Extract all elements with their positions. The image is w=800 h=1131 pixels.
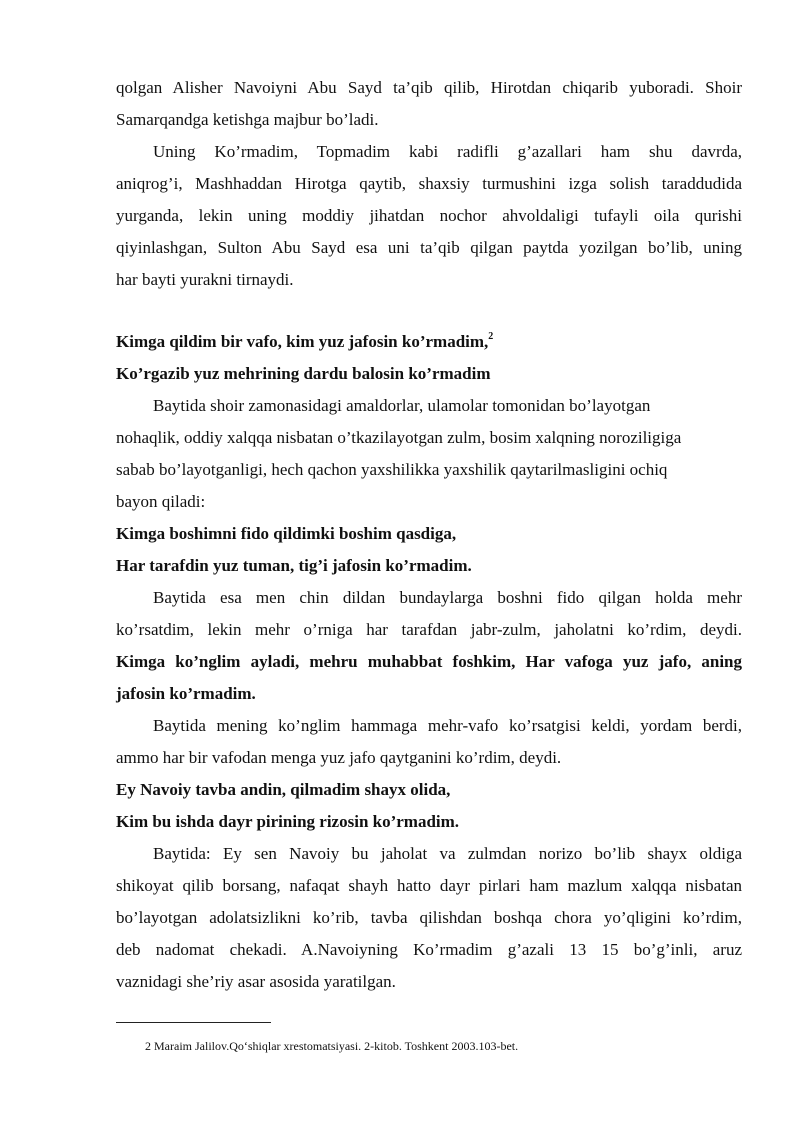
- footnote-mark[interactable]: 2: [488, 331, 494, 342]
- paragraph-line: aniqrog’i, Mashhaddan Hirotga qaytib, shaxsiy turmushini izga solish taraddudida: [116, 174, 742, 193]
- paragraph-line: shikoyat qilib borsang, nafaqat shayh hatto dayr pirlari ham mazlum xalqqa nisbatan: [116, 876, 742, 895]
- verse-line: Kimga boshimni fido qildimki boshim qasdiga,: [116, 524, 457, 543]
- paragraph-line: Baytida: Ey sen Navoiy bu jaholat va zulmdan norizo bo’lib shayx oldiga: [153, 844, 742, 863]
- paragraph-line: Baytida mening ko’nglim hammaga mehr-vafo ko’rsatgisi keldi, yordam berdi,: [153, 716, 742, 735]
- page-body: [116, 72, 742, 998]
- paragraph-line: bayon qiladi:: [116, 492, 206, 511]
- paragraph-line: Baytida shoir zamonasidagi amaldorlar, ulamolar tomonidan bo’layotgan: [153, 396, 651, 415]
- paragraph-line: nohaqlik, oddiy xalqqa nisbatan o’tkazilayotgan zulm, bosim xalqning noroziligiga: [116, 428, 682, 447]
- paragraph-line: deb nadomat chekadi. A.Navoiyning Ko’rmadim g’azali 13 15 bo’g’inli, aruz: [116, 940, 742, 959]
- verse-line: Ko’rgazib yuz mehrining dardu balosin ko’rmadim: [116, 364, 491, 383]
- paragraph-line: yurganda, lekin uning moddiy jihatdan nochor ahvoldaligi tufayli oila qurishi: [116, 206, 742, 225]
- verse-line: Ey Navoiy tavba andin, qilmadim shayx olida,: [116, 780, 451, 799]
- paragraph-line: har bayti yurakni tirnaydi.: [116, 270, 294, 289]
- verse-line: Kim bu ishda dayr pirining rizosin ko’rmadim.: [116, 812, 460, 831]
- paragraph-line: ko’rsatdim, lekin mehr o’rniga har tarafdan jabr-zulm, jaholatni ko’rdim, deydi.: [116, 620, 742, 639]
- footnote: 2 Maraim Jalilov.Qo‘shiqlar xrestomatsiyasi. 2-kitob. Toshkent 2003.103-bet.: [145, 1039, 519, 1053]
- blank-line: [116, 296, 742, 326]
- verse-line: Har tarafdin yuz tuman, tig’i jafosin ko’rmadim.: [116, 556, 472, 575]
- paragraph-line: Uning Ko’rmadim, Topmadim kabi radifli g’azallari ham shu davrda,: [153, 142, 742, 161]
- paragraph-line: Samarqandga ketishga majbur bo’ladi.: [116, 110, 379, 129]
- paragraph-line: sabab bo’layotganligi, hech qachon yaxshilikka yaxshilik qaytarilmasligini ochiq: [116, 460, 668, 479]
- paragraph-line: vaznidagi she’riy asar asosida yaratilgan.: [116, 972, 396, 991]
- paragraph-line: qolgan Alisher Navoiyni Abu Sayd ta’qib qilib, Hirotdan chiqarib yuboradi. Shoir: [116, 78, 742, 97]
- verse-line: [116, 326, 742, 358]
- verse-line: Kimga ko’nglim ayladi, mehru muhabbat foshkim, Har vafoga yuz jafo, aning: [116, 652, 742, 671]
- verse-line: jafosin ko’rmadim.: [116, 684, 256, 703]
- paragraph-line: qiyinlashgan, Sulton Abu Sayd esa uni ta’qib qilgan paytda yozilgan bo’lib, uning: [116, 238, 742, 257]
- paragraph-line: Baytida esa men chin dildan bundaylarga boshni fido qilgan holda mehr: [153, 588, 742, 607]
- verse-text: Kimga qildim bir vafo, kim yuz jafosin ko’rmadim,: [116, 332, 489, 351]
- paragraph-line: ammo har bir vafodan menga yuz jafo qaytganini ko’rdim, deydi.: [116, 748, 562, 767]
- footnote-separator: [116, 1022, 271, 1023]
- paragraph-line: bo’layotgan adolatsizlikni ko’rib, tavba qilishdan boshqa chora yo’qligini ko’rdim,: [116, 908, 742, 927]
